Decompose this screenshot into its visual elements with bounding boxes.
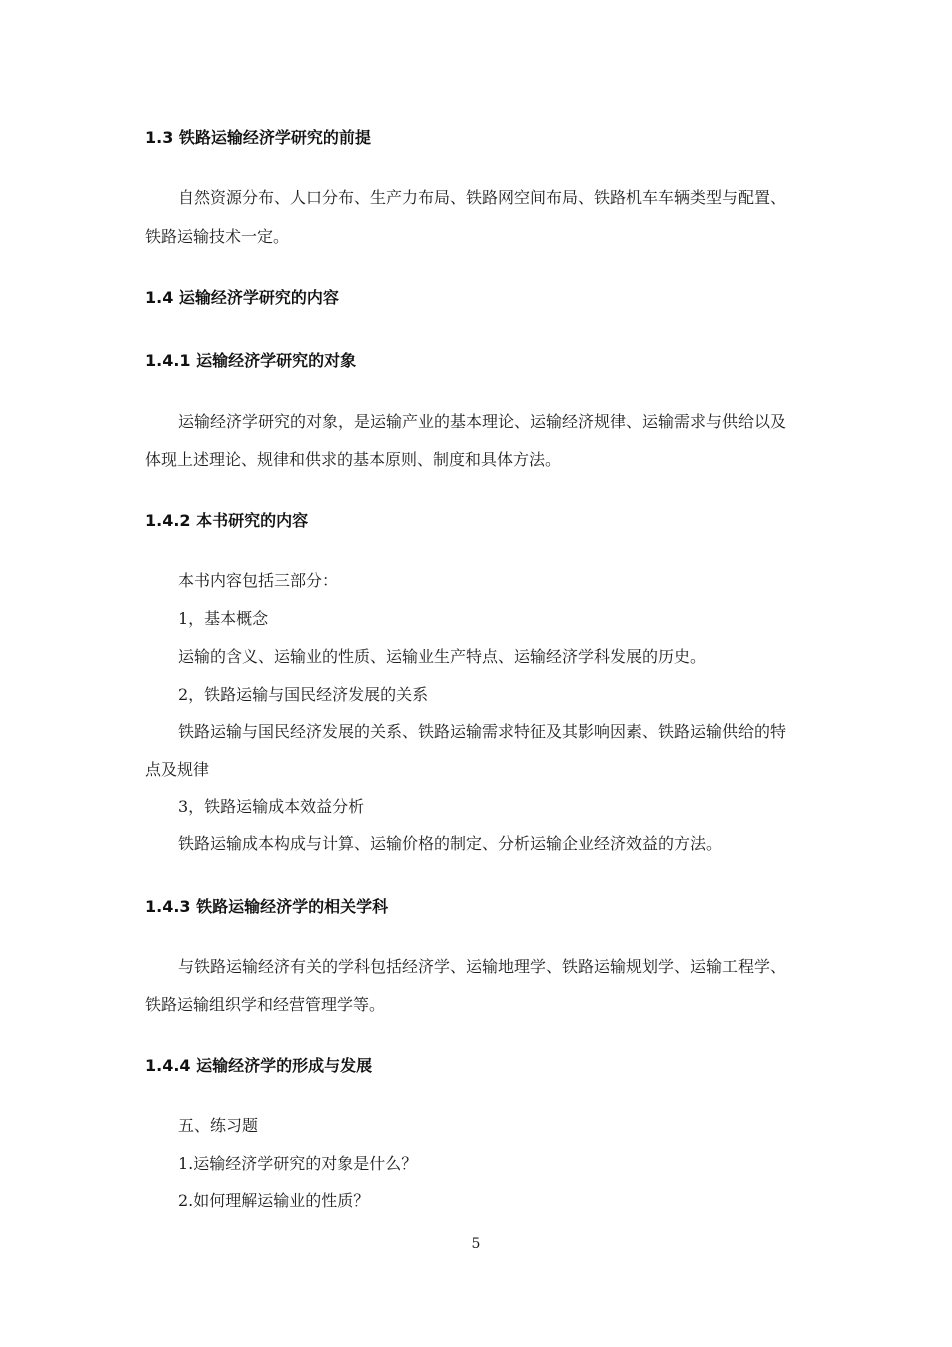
list-item-body: 点及规律 xyxy=(145,760,210,779)
list-item-body: 铁路运输与国民经济发展的关系、铁路运输需求特征及其影响因素、铁路运输供给的特 xyxy=(178,722,787,741)
exercise-question: 1.运输经济学研究的对象是什么？ xyxy=(178,1154,418,1173)
section-heading-1-4-2: 1.4.2 本书研究的内容 xyxy=(145,511,309,530)
paragraph-line: 铁路运输技术一定。 xyxy=(145,227,290,246)
list-item-body: 铁路运输成本构成与计算、运输价格的制定、分析运输企业经济效益的方法。 xyxy=(178,834,723,853)
section-heading-1-4-4: 1.4.4 运输经济学的形成与发展 xyxy=(145,1056,373,1075)
section-heading-1-4-1: 1.4.1 运输经济学研究的对象 xyxy=(145,351,357,370)
section-heading-1-4-3: 1.4.3 铁路运输经济学的相关学科 xyxy=(145,897,389,916)
paragraph-line: 与铁路运输经济有关的学科包括经济学、运输地理学、铁路运输规划学、运输工程学、 xyxy=(178,957,787,976)
paragraph-line: 铁路运输组织学和经营管理学等。 xyxy=(145,995,386,1014)
list-item-title: 3，铁路运输成本效益分析 xyxy=(178,797,365,816)
list-item-title: 1，基本概念 xyxy=(178,609,269,628)
list-item-body: 运输的含义、运输业的性质、运输业生产特点、运输经济学科发展的历史。 xyxy=(178,647,707,666)
exercise-question: 2.如何理解运输业的性质？ xyxy=(178,1191,370,1210)
paragraph-line: 体现上述理论、规律和供求的基本原则、制度和具体方法。 xyxy=(145,450,562,469)
page-number: 5 xyxy=(471,1236,481,1252)
list-item-title: 2，铁路运输与国民经济发展的关系 xyxy=(178,685,429,704)
paragraph-line: 运输经济学研究的对象，是运输产业的基本理论、运输经济规律、运输需求与供给以及 xyxy=(178,412,787,431)
section-heading-1-3: 1.3 铁路运输经济学研究的前提 xyxy=(145,128,371,147)
paragraph-line: 自然资源分布、人口分布、生产力布局、铁路网空间布局、铁路机车车辆类型与配置、 xyxy=(178,188,787,207)
exercise-title: 五、练习题 xyxy=(178,1116,259,1135)
section-heading-1-4: 1.4 运输经济学研究的内容 xyxy=(145,288,339,307)
paragraph-line: 本书内容包括三部分： xyxy=(178,571,339,590)
